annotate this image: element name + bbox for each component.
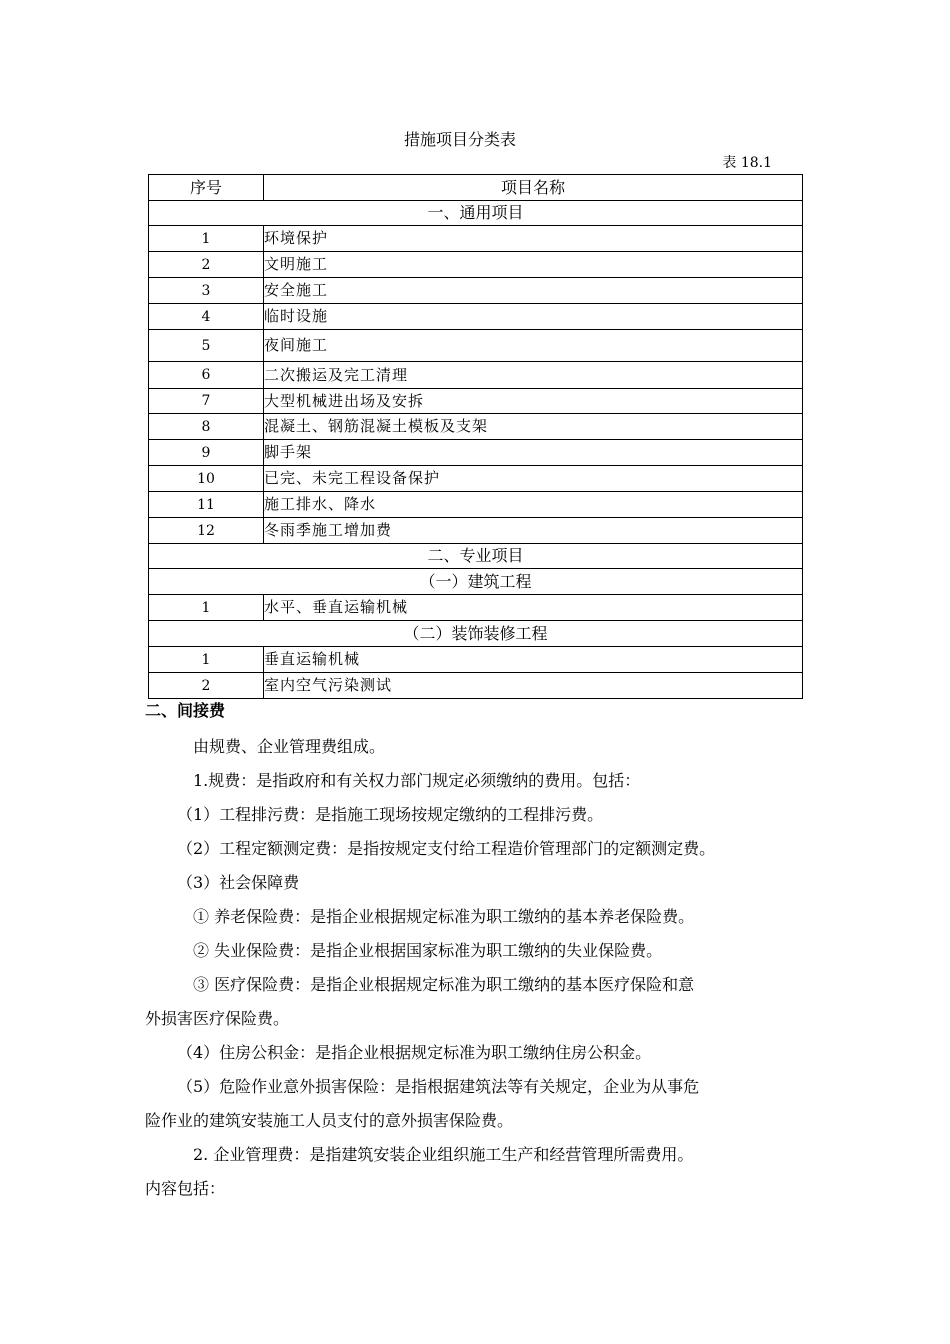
- table-header-row: [149, 175, 803, 201]
- table-row: [149, 252, 803, 278]
- table-row: [149, 673, 803, 699]
- table-row: [149, 226, 803, 252]
- subsection-building: （一）建筑工程: [149, 569, 803, 595]
- paragraph: 由规费、企业管理费组成。: [193, 737, 386, 756]
- subsection-row: [149, 621, 803, 647]
- row-no: 1: [149, 595, 264, 621]
- table-row: [149, 330, 803, 362]
- measures-classification-table: [148, 174, 803, 699]
- table-row: [149, 466, 803, 492]
- row-name: 夜间施工: [264, 330, 803, 362]
- paragraph: 外损害医疗保险费。: [145, 1009, 290, 1028]
- table-row: [149, 647, 803, 673]
- paragraph: ② 失业保险费：是指企业根据国家标准为职工缴纳的失业保险费。: [193, 941, 663, 960]
- row-name: 大型机械进出场及安拆: [264, 389, 803, 414]
- paragraph: 内容包括：: [145, 1179, 226, 1198]
- row-name: 室内空气污染测试: [264, 673, 803, 699]
- table-row: [149, 278, 803, 304]
- table-row: [149, 440, 803, 466]
- row-name: 脚手架: [264, 440, 803, 466]
- section-row: [149, 544, 803, 569]
- paragraph: ① 养老保险费：是指企业根据规定标准为职工缴纳的基本养老保险费。: [193, 907, 695, 926]
- section-row: [149, 201, 803, 226]
- paragraph: （2）工程定额测定费：是指按规定支付给工程造价管理部门的定额测定费。: [177, 839, 716, 858]
- row-no: 11: [149, 492, 264, 518]
- table-row: [149, 414, 803, 440]
- header-no: 序号: [149, 175, 264, 201]
- paragraph: （3）社会保障费: [177, 873, 300, 892]
- table-row: [149, 362, 803, 389]
- paragraph: （4）住房公积金：是指企业根据规定标准为职工缴纳住房公积金。: [177, 1043, 652, 1062]
- section-heading: 二、间接费: [145, 701, 226, 720]
- subsection-decoration: （二）装饰装修工程: [149, 621, 803, 647]
- paragraph: 险作业的建筑安装施工人员支付的意外损害保险费。: [145, 1111, 514, 1130]
- section-professional: 二、专业项目: [149, 544, 803, 569]
- row-name: 文明施工: [264, 252, 803, 278]
- row-name: 施工排水、降水: [264, 492, 803, 518]
- row-no: 7: [149, 389, 264, 414]
- subsection-row: [149, 569, 803, 595]
- row-name: 环境保护: [264, 226, 803, 252]
- row-no: 12: [149, 518, 264, 544]
- table-row: [149, 595, 803, 621]
- row-no: 2: [149, 673, 264, 699]
- paragraph: （1）工程排污费：是指施工现场按规定缴纳的工程排污费。: [177, 805, 604, 824]
- row-name: 冬雨季施工增加费: [264, 518, 803, 544]
- row-name: 临时设施: [264, 304, 803, 330]
- paragraph: （5）危险作业意外损害保险：是指根据建筑法等有关规定，企业为从事危: [177, 1077, 700, 1096]
- row-no: 5: [149, 330, 264, 362]
- row-no: 6: [149, 362, 264, 389]
- row-no: 1: [149, 226, 264, 252]
- header-name: 项目名称: [264, 175, 803, 201]
- row-no: 1: [149, 647, 264, 673]
- paragraph: 2. 企业管理费：是指建筑安装企业组织施工生产和经营管理所需费用。: [193, 1145, 694, 1164]
- table-number: 表 18.1: [722, 155, 772, 171]
- row-name: 二次搬运及完工清理: [264, 362, 803, 389]
- row-name: 垂直运输机械: [264, 647, 803, 673]
- table-row: [149, 389, 803, 414]
- row-no: 8: [149, 414, 264, 440]
- row-no: 4: [149, 304, 264, 330]
- row-no: 9: [149, 440, 264, 466]
- row-no: 2: [149, 252, 264, 278]
- paragraph: 1.规费：是指政府和有关权力部门规定必须缴纳的费用。包括：: [193, 771, 641, 790]
- table-row: [149, 492, 803, 518]
- row-name: 混凝土、钢筋混凝土模板及支架: [264, 414, 803, 440]
- paragraph: ③ 医疗保险费：是指企业根据规定标准为职工缴纳的基本医疗保险和意: [193, 975, 695, 994]
- table-row: [149, 304, 803, 330]
- row-name: 已完、未完工程设备保护: [264, 466, 803, 492]
- row-no: 3: [149, 278, 264, 304]
- row-name: 安全施工: [264, 278, 803, 304]
- table-row: [149, 518, 803, 544]
- table-title: 措施项目分类表: [403, 130, 516, 149]
- section-general: 一、通用项目: [149, 201, 803, 226]
- row-name: 水平、垂直运输机械: [264, 595, 803, 621]
- row-no: 10: [149, 466, 264, 492]
